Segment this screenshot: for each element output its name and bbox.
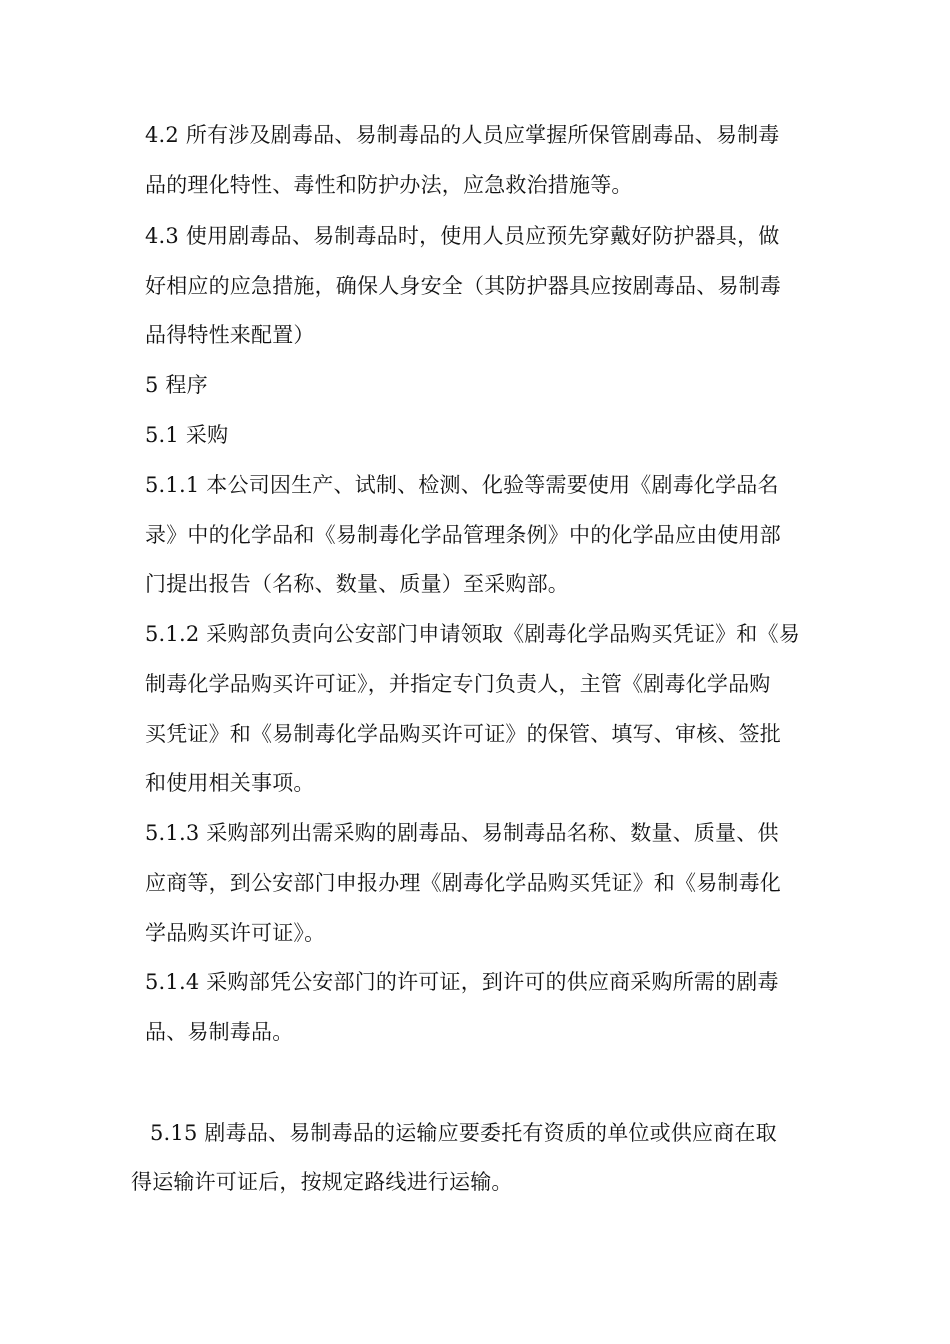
section-heading: 5 程序	[145, 373, 208, 397]
text-line: 买凭证》和《易制毒化学品购买许可证》的保管、填写、审核、签批	[145, 722, 781, 746]
text-line: 4.2 所有涉及剧毒品、易制毒品的人员应掌握所保管剧毒品、易制毒	[145, 123, 780, 147]
text-line: 5.1.3 采购部列出需采购的剧毒品、易制毒品名称、数量、质量、供	[145, 821, 779, 845]
text-line: 4.3 使用剧毒品、易制毒品时，使用人员应预先穿戴好防护器具，做	[145, 224, 780, 248]
text-line: 录》中的化学品和《易制毒化学品管理条例》中的化学品应由使用部	[145, 523, 781, 547]
text-line: 品、易制毒品。	[145, 1020, 294, 1044]
subsection-heading: 5.1 采购	[145, 423, 229, 447]
text-line: 制毒化学品购买许可证》，并指定专门负责人，主管《剧毒化学品购	[145, 672, 771, 696]
text-line: 品得特性来配置）	[145, 323, 315, 347]
text-line: 得运输许可证后，按规定路线进行运输。	[131, 1170, 513, 1194]
text-line: 门提出报告（名称、数量、质量）至采购部。	[145, 572, 569, 596]
text-line: 5.1.2 采购部负责向公安部门申请领取《剧毒化学品购买凭证》和《易	[145, 622, 800, 646]
text-line: 学品购买许可证》。	[145, 921, 326, 945]
text-line: 5.1.1 本公司因生产、试制、检测、化验等需要使用《剧毒化学品名	[145, 473, 779, 497]
text-line: 应商等，到公安部门申报办理《剧毒化学品购买凭证》和《易制毒化	[145, 871, 781, 895]
text-line: 和使用相关事项。	[145, 771, 315, 795]
text-line: 品的理化特性、毒性和防护办法，应急救治措施等。	[145, 173, 633, 197]
text-line: 5.15 剧毒品、易制毒品的运输应要委托有资质的单位或供应商在取	[150, 1121, 777, 1145]
text-line: 5.1.4 采购部凭公安部门的许可证，到许可的供应商采购所需的剧毒	[145, 970, 779, 994]
text-line: 好相应的应急措施，确保人身安全（其防护器具应按剧毒品、易制毒	[145, 274, 781, 298]
